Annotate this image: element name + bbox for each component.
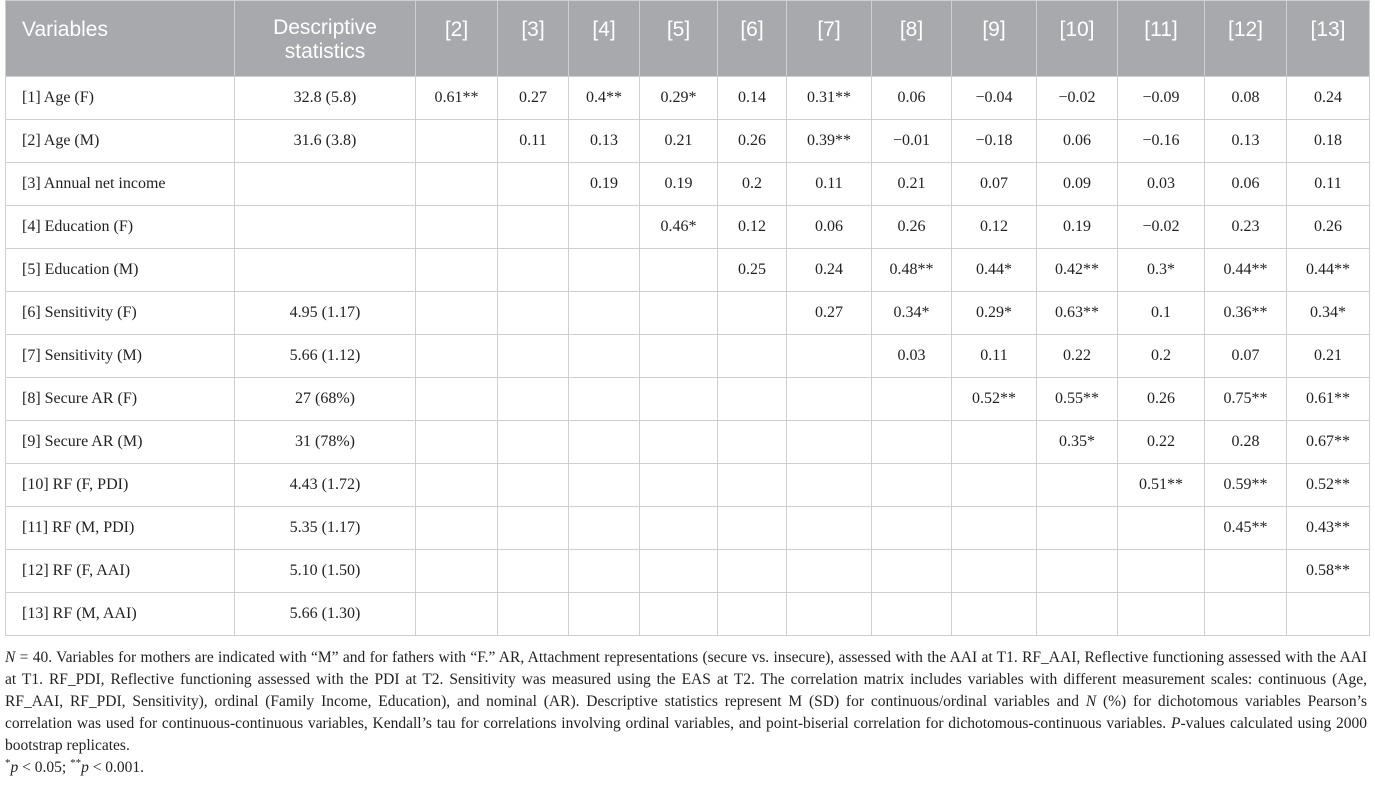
- correlation-cell: 0.51**: [1118, 464, 1205, 507]
- correlation-cell: [787, 421, 872, 464]
- header-col-10: [10]: [1037, 1, 1118, 77]
- correlation-cell: [718, 593, 787, 636]
- correlation-cell: [498, 550, 569, 593]
- correlation-cell: [1037, 550, 1118, 593]
- variable-cell: [9] Secure AR (M): [6, 421, 235, 464]
- correlation-cell: 0.34*: [1287, 292, 1370, 335]
- correlation-cell: [569, 335, 640, 378]
- correlation-cell: [569, 550, 640, 593]
- table-row: [6, 464, 1370, 507]
- correlation-cell: 0.26: [872, 206, 952, 249]
- correlation-cell: [718, 378, 787, 421]
- correlation-cell: 0.11: [1287, 163, 1370, 206]
- correlation-cell: [640, 550, 718, 593]
- correlation-cell: [640, 464, 718, 507]
- variable-cell: [8] Secure AR (F): [6, 378, 235, 421]
- correlation-table: [5, 0, 1370, 636]
- correlation-cell: [569, 206, 640, 249]
- correlation-cell: 0.11: [787, 163, 872, 206]
- correlation-cell: [787, 378, 872, 421]
- correlation-cell: [952, 421, 1037, 464]
- correlation-cell: [1118, 507, 1205, 550]
- correlation-cell: 0.06: [1205, 163, 1287, 206]
- sig-p-2: p: [81, 759, 89, 776]
- correlation-cell: [640, 292, 718, 335]
- correlation-cell: 0.25: [718, 249, 787, 292]
- table-row: [6, 593, 1370, 636]
- correlation-cell: 0.27: [787, 292, 872, 335]
- n-label-2: N: [1085, 693, 1097, 710]
- correlation-cell: [952, 507, 1037, 550]
- correlation-cell: 0.67**: [1287, 421, 1370, 464]
- table-row: [6, 249, 1370, 292]
- table-row: [6, 77, 1370, 120]
- correlation-cell: [498, 249, 569, 292]
- correlation-cell: [1205, 593, 1287, 636]
- correlation-cell: [416, 421, 498, 464]
- correlation-cell: [640, 507, 718, 550]
- table-container: [5, 0, 1369, 779]
- correlation-cell: 0.59**: [1205, 464, 1287, 507]
- correlation-cell: [718, 550, 787, 593]
- correlation-cell: [416, 550, 498, 593]
- correlation-cell: [498, 292, 569, 335]
- correlation-cell: 0.63**: [1037, 292, 1118, 335]
- correlation-cell: [498, 163, 569, 206]
- correlation-cell: 0.23: [1205, 206, 1287, 249]
- table-row: [6, 163, 1370, 206]
- correlation-cell: 0.13: [1205, 120, 1287, 163]
- correlation-cell: [787, 464, 872, 507]
- correlation-cell: 0.11: [952, 335, 1037, 378]
- correlation-cell: 0.06: [1037, 120, 1118, 163]
- correlation-cell: [416, 378, 498, 421]
- correlation-cell: [569, 378, 640, 421]
- correlation-cell: [569, 249, 640, 292]
- correlation-cell: [872, 507, 952, 550]
- correlation-cell: [416, 120, 498, 163]
- sig-star-2: **: [70, 756, 82, 769]
- header-row: [6, 1, 1370, 77]
- variable-cell: [1] Age (F): [6, 77, 235, 120]
- table-row: [6, 507, 1370, 550]
- table-row: [6, 120, 1370, 163]
- correlation-cell: [872, 378, 952, 421]
- table-row: [6, 335, 1370, 378]
- variable-cell: [6] Sensitivity (F): [6, 292, 235, 335]
- correlation-cell: [416, 507, 498, 550]
- sig-text-1: < 0.05;: [18, 759, 71, 776]
- table-row: [6, 206, 1370, 249]
- p-label: P: [1170, 715, 1181, 732]
- correlation-cell: [952, 593, 1037, 636]
- descriptive-cell: 27 (68%): [235, 378, 416, 421]
- header-col-13: [13]: [1287, 1, 1370, 77]
- correlation-cell: 0.12: [718, 206, 787, 249]
- correlation-cell: 0.4**: [569, 77, 640, 120]
- correlation-cell: [787, 593, 872, 636]
- correlation-cell: [1205, 550, 1287, 593]
- correlation-cell: 0.03: [1118, 163, 1205, 206]
- descriptive-cell: 5.66 (1.30): [235, 593, 416, 636]
- correlation-cell: 0.46*: [640, 206, 718, 249]
- correlation-cell: [416, 464, 498, 507]
- correlation-cell: 0.61**: [1287, 378, 1370, 421]
- correlation-cell: 0.31**: [787, 77, 872, 120]
- correlation-cell: [569, 507, 640, 550]
- table-row: [6, 421, 1370, 464]
- header-col-4: [4]: [569, 1, 640, 77]
- header-descriptive: Descriptive statistics: [235, 1, 416, 77]
- descriptive-cell: 31 (78%): [235, 421, 416, 464]
- correlation-cell: 0.44*: [952, 249, 1037, 292]
- correlation-cell: [872, 464, 952, 507]
- correlation-cell: [1037, 464, 1118, 507]
- header-col-11: [11]: [1118, 1, 1205, 77]
- correlation-cell: 0.22: [1118, 421, 1205, 464]
- correlation-cell: −0.18: [952, 120, 1037, 163]
- header-col-8: [8]: [872, 1, 952, 77]
- table-row: [6, 292, 1370, 335]
- correlation-cell: [498, 378, 569, 421]
- descriptive-cell: 32.8 (5.8): [235, 77, 416, 120]
- sig-p-1: p: [10, 759, 19, 776]
- correlation-cell: 0.34*: [872, 292, 952, 335]
- correlation-cell: [569, 464, 640, 507]
- correlation-cell: 0.21: [872, 163, 952, 206]
- descriptive-cell: 5.35 (1.17): [235, 507, 416, 550]
- correlation-cell: [640, 593, 718, 636]
- table-body: [6, 77, 1370, 636]
- header-col-9: [9]: [952, 1, 1037, 77]
- correlation-cell: [498, 464, 569, 507]
- correlation-cell: 0.48**: [872, 249, 952, 292]
- correlation-cell: [416, 206, 498, 249]
- correlation-cell: [1037, 593, 1118, 636]
- table-row: [6, 550, 1370, 593]
- correlation-cell: 0.14: [718, 77, 787, 120]
- correlation-cell: 0.18: [1287, 120, 1370, 163]
- correlation-cell: 0.55**: [1037, 378, 1118, 421]
- correlation-cell: [498, 507, 569, 550]
- correlation-cell: [498, 335, 569, 378]
- correlation-cell: 0.26: [1287, 206, 1370, 249]
- correlation-cell: [787, 550, 872, 593]
- correlation-cell: 0.19: [1037, 206, 1118, 249]
- correlation-cell: 0.44**: [1205, 249, 1287, 292]
- notes-text-2: (%) for dichotomous variables Pearson’s correlation was used for continuous-continuous variables, Kendall’s tau for correlations involving ordinal variables, and point-biserial correlation for dichotomous-continuous variables.: [5, 693, 1367, 732]
- header-col-5: [5]: [640, 1, 718, 77]
- correlation-cell: 0.42**: [1037, 249, 1118, 292]
- table-row: [6, 378, 1370, 421]
- variable-cell: [12] RF (F, AAI): [6, 550, 235, 593]
- correlation-cell: 0.44**: [1287, 249, 1370, 292]
- correlation-cell: 0.36**: [1205, 292, 1287, 335]
- correlation-cell: 0.22: [1037, 335, 1118, 378]
- correlation-cell: [569, 292, 640, 335]
- sig-star-1: *: [5, 756, 11, 769]
- correlation-cell: 0.52**: [952, 378, 1037, 421]
- correlation-cell: 0.2: [1118, 335, 1205, 378]
- correlation-cell: [952, 464, 1037, 507]
- correlation-cell: 0.06: [872, 77, 952, 120]
- correlation-cell: −0.04: [952, 77, 1037, 120]
- correlation-cell: −0.16: [1118, 120, 1205, 163]
- significance-note: [5, 757, 1367, 779]
- descriptive-cell: 31.6 (3.8): [235, 120, 416, 163]
- descriptive-cell: 5.66 (1.12): [235, 335, 416, 378]
- correlation-cell: 0.43**: [1287, 507, 1370, 550]
- correlation-cell: [1118, 593, 1205, 636]
- correlation-cell: [787, 507, 872, 550]
- correlation-cell: 0.07: [1205, 335, 1287, 378]
- variable-cell: [5] Education (M): [6, 249, 235, 292]
- correlation-cell: 0.07: [952, 163, 1037, 206]
- n-label: N: [5, 649, 16, 666]
- notes-paragraph: [5, 647, 1367, 757]
- descriptive-cell: [235, 163, 416, 206]
- correlation-cell: 0.28: [1205, 421, 1287, 464]
- header-col-3: [3]: [498, 1, 569, 77]
- sig-text-2: < 0.001.: [88, 759, 145, 776]
- correlation-cell: [640, 249, 718, 292]
- variable-cell: [13] RF (M, AAI): [6, 593, 235, 636]
- notes-text-1: = 40. Variables for mothers are indicated with “M” and for fathers with “F.” AR, Attachment representations (secure vs. insecure), assessed with the AAI at T1. RF_AAI, Reflective functioning assessed with the AAI at T1. RF_PDI, Reflective functioning assessed with the PDI at T2. Sensitivity was measured using the EAS at T2. The correlation matrix includes variables with different measurement scales: continuous (Age, RF_AAI, RF_PDI, Sensitivity), ordinal (Family Income, Education), and nominal (AR). Descriptive statistics represent M (SD) for continuous/ordinal variables and: [5, 649, 1367, 710]
- correlation-cell: 0.21: [1287, 335, 1370, 378]
- correlation-cell: [416, 292, 498, 335]
- correlation-cell: [416, 163, 498, 206]
- correlation-cell: 0.06: [787, 206, 872, 249]
- correlation-cell: [1118, 550, 1205, 593]
- header-col-6: [6]: [718, 1, 787, 77]
- correlation-cell: 0.24: [787, 249, 872, 292]
- correlation-cell: [952, 550, 1037, 593]
- correlation-cell: −0.01: [872, 120, 952, 163]
- variable-cell: [10] RF (F, PDI): [6, 464, 235, 507]
- correlation-cell: 0.21: [640, 120, 718, 163]
- correlation-cell: [569, 421, 640, 464]
- descriptive-cell: 4.95 (1.17): [235, 292, 416, 335]
- correlation-cell: 0.29*: [640, 77, 718, 120]
- correlation-cell: 0.3*: [1118, 249, 1205, 292]
- descriptive-cell: [235, 249, 416, 292]
- correlation-cell: [498, 593, 569, 636]
- correlation-cell: 0.61**: [416, 77, 498, 120]
- table-notes: [5, 647, 1369, 779]
- correlation-cell: 0.19: [640, 163, 718, 206]
- correlation-cell: [872, 550, 952, 593]
- correlation-cell: −0.02: [1118, 206, 1205, 249]
- correlation-cell: 0.11: [498, 120, 569, 163]
- header-col-12: [12]: [1205, 1, 1287, 77]
- variable-cell: [11] RF (M, PDI): [6, 507, 235, 550]
- header-variables: Variables: [6, 1, 235, 77]
- correlation-cell: 0.1: [1118, 292, 1205, 335]
- notes-text-3: -values calculated using 2000 bootstrap replicates.: [5, 715, 1367, 754]
- correlation-cell: [718, 335, 787, 378]
- correlation-cell: 0.24: [1287, 77, 1370, 120]
- correlation-cell: 0.52**: [1287, 464, 1370, 507]
- correlation-cell: [416, 249, 498, 292]
- correlation-cell: [718, 292, 787, 335]
- correlation-cell: [718, 507, 787, 550]
- variable-cell: [4] Education (F): [6, 206, 235, 249]
- correlation-cell: [498, 206, 569, 249]
- variable-cell: [7] Sensitivity (M): [6, 335, 235, 378]
- correlation-cell: −0.09: [1118, 77, 1205, 120]
- correlation-cell: 0.03: [872, 335, 952, 378]
- correlation-cell: 0.13: [569, 120, 640, 163]
- correlation-cell: 0.35*: [1037, 421, 1118, 464]
- correlation-cell: [718, 464, 787, 507]
- correlation-cell: [1287, 593, 1370, 636]
- header-col-2: [2]: [416, 1, 498, 77]
- correlation-cell: 0.29*: [952, 292, 1037, 335]
- correlation-cell: [640, 335, 718, 378]
- correlation-cell: 0.08: [1205, 77, 1287, 120]
- descriptive-cell: 5.10 (1.50): [235, 550, 416, 593]
- header-col-7: [7]: [787, 1, 872, 77]
- correlation-cell: [872, 421, 952, 464]
- correlation-cell: [569, 593, 640, 636]
- correlation-cell: 0.09: [1037, 163, 1118, 206]
- correlation-cell: 0.19: [569, 163, 640, 206]
- correlation-cell: 0.12: [952, 206, 1037, 249]
- correlation-cell: [416, 335, 498, 378]
- correlation-cell: [416, 593, 498, 636]
- descriptive-cell: [235, 206, 416, 249]
- correlation-cell: [498, 421, 569, 464]
- correlation-cell: 0.75**: [1205, 378, 1287, 421]
- correlation-cell: 0.45**: [1205, 507, 1287, 550]
- correlation-cell: [1037, 507, 1118, 550]
- correlation-cell: 0.27: [498, 77, 569, 120]
- variable-cell: [2] Age (M): [6, 120, 235, 163]
- correlation-cell: [872, 593, 952, 636]
- correlation-cell: 0.2: [718, 163, 787, 206]
- correlation-cell: 0.58**: [1287, 550, 1370, 593]
- correlation-cell: 0.26: [1118, 378, 1205, 421]
- variable-cell: [3] Annual net income: [6, 163, 235, 206]
- correlation-cell: −0.02: [1037, 77, 1118, 120]
- correlation-cell: 0.26: [718, 120, 787, 163]
- correlation-cell: [640, 421, 718, 464]
- correlation-cell: [787, 335, 872, 378]
- correlation-cell: 0.39**: [787, 120, 872, 163]
- descriptive-cell: 4.43 (1.72): [235, 464, 416, 507]
- correlation-cell: [640, 378, 718, 421]
- correlation-cell: [718, 421, 787, 464]
